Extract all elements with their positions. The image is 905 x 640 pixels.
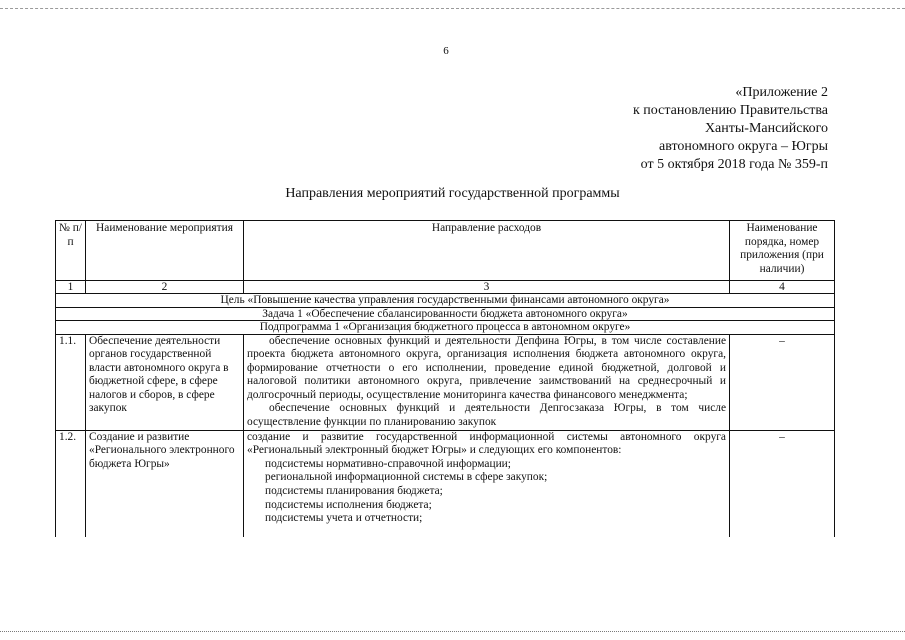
subprogram-text: Подпрограмма 1 «Организация бюджетного процесса в автономном округе» — [56, 321, 835, 335]
direction-cell — [244, 334, 730, 430]
direction-list-item: подсистемы учета и отчетности; — [265, 512, 423, 525]
measure-name-text: Создание и развитие «Регионального электронного бюджета Югры» — [89, 430, 235, 470]
direction-list-item: региональной информационной системы в сфере закупок; — [265, 471, 548, 484]
row-number: 1.2. — [56, 430, 86, 537]
order-cell: – — [730, 430, 835, 537]
header-measure-name: Наименование мероприятия — [86, 221, 244, 281]
appendix-line: Ханты-Мансийского — [704, 121, 828, 136]
header-num: № п/п — [56, 221, 86, 281]
task-text: Задача 1 «Обеспечение сбалансированности бюджета автономного округа» — [56, 307, 835, 321]
appendix-line: от 5 октября 2018 года № 359-п — [640, 157, 828, 172]
task-row — [56, 307, 835, 321]
table-row — [56, 430, 835, 537]
goal-row — [56, 294, 835, 308]
table-header-row — [56, 221, 835, 281]
measure-name-text: Обеспечение деятельности органов государственной власти автономного округа в бюджетной сфере, в сфере налогов и сборов, в сфере закупок — [89, 334, 229, 415]
column-number: 2 — [86, 281, 244, 294]
header-direction: Направление расходов — [244, 221, 730, 281]
page-number: 6 — [443, 45, 449, 57]
order-cell: – — [730, 334, 835, 430]
column-number: 4 — [730, 281, 835, 294]
direction-cell — [244, 430, 730, 537]
measure-name — [86, 430, 244, 537]
subprogram-row — [56, 321, 835, 335]
direction-list-item: подсистемы исполнения бюджета; — [265, 498, 432, 511]
column-number: 1 — [56, 281, 86, 294]
column-number: 3 — [244, 281, 730, 294]
measures-table — [55, 220, 835, 537]
document-title: Направления мероприятий государственной программы — [285, 186, 620, 201]
appendix-block — [633, 84, 828, 174]
direction-paragraph: создание и развитие государственной информационной системы автономного округа «Региональный электронный бюджет Югры» и следующих его компонентов: — [247, 430, 726, 457]
appendix-line: к постановлению Правительства — [632, 103, 828, 118]
direction-list-item: подсистемы планирования бюджета; — [265, 485, 443, 498]
direction-paragraph: обеспечение основных функций и деятельности Депфина Югры, в том числе составление проекта бюджета автономного округа, организация исполнения бюджета автономного округа, формирование отчетности о его исполнении, проведение единой бюджетной, долговой и налоговой политики автономного округа, привлечение заимствований на среднесрочный и долгосрочный периоды, осуществление мониторинга качества финансового менеджмента; — [247, 334, 726, 401]
appendix-line: «Приложение 2 — [735, 85, 828, 100]
measure-name — [86, 334, 244, 430]
row-number: 1.1. — [56, 334, 86, 430]
table-row — [56, 334, 835, 430]
appendix-line: автономного округа – Югры — [659, 139, 828, 154]
direction-paragraph: обеспечение основных функций и деятельности Депгосзаказа Югры, в том числе осуществление функции по планированию закупок — [247, 402, 726, 429]
column-numbers-row — [56, 281, 835, 294]
header-order: Наименование порядка, номер приложения (при наличии) — [730, 221, 835, 281]
goal-text: Цель «Повышение качества управления государственными финансами автономного округа» — [56, 294, 835, 308]
direction-list-item: подсистемы нормативно-справочной информации; — [265, 457, 511, 470]
scan-edge-bottom — [0, 631, 905, 632]
scan-edge-top — [0, 8, 905, 9]
